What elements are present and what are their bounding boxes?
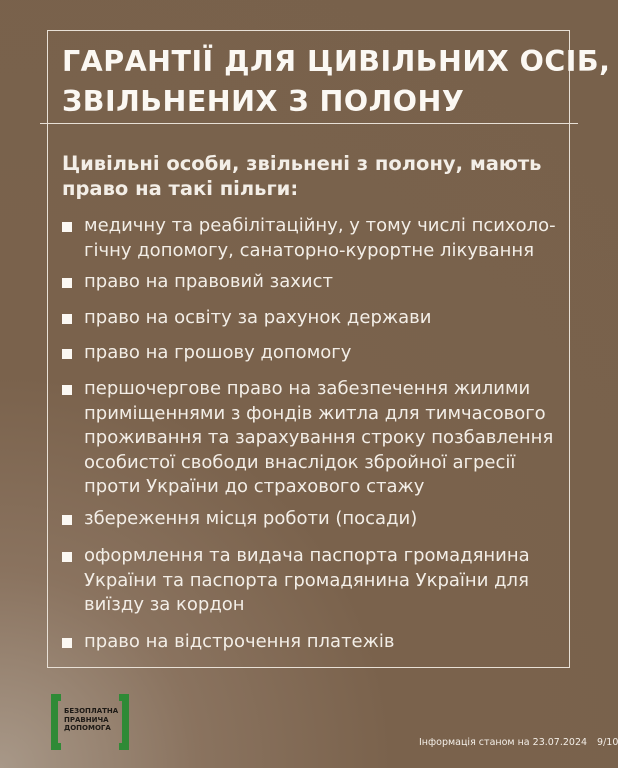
bullet-icon [62, 314, 72, 324]
list-item-line: медичну та реабілітаційну, у тому числі психоло- [84, 215, 556, 236]
list-item-line: першочергове право на забезпечення жилими [84, 378, 531, 399]
list-item [62, 306, 431, 331]
bullet-icon [62, 515, 72, 525]
info-date: Інформація станом на 23.07.2024 [419, 737, 588, 748]
intro-text [62, 151, 562, 201]
list-item-text [84, 341, 351, 366]
list-item [62, 507, 417, 532]
list-item [62, 214, 556, 263]
list-item-line: гічну допомогу, санаторно-курортне лікування [84, 239, 535, 261]
list-item-text [84, 270, 333, 295]
list-item-line: України та паспорта громадянина України для [84, 569, 529, 591]
list-item-line: приміщеннями з фондів житла для тимчасового [84, 402, 546, 424]
logo-line: ДОПОМОГА [64, 724, 111, 732]
logo-line: БЕЗОПЛАТНА [64, 707, 119, 715]
bullet-icon [62, 222, 72, 232]
list-item [62, 270, 333, 295]
bullet-icon [62, 638, 72, 648]
list-item-text [84, 507, 417, 532]
list-item-line: особистої свободи внаслідок збройної агресії [84, 451, 516, 473]
list-item-line: право на освіту за рахунок держави [84, 307, 432, 328]
title-line: ЗВІЛЬНЕНИХ З ПОЛОНУ [62, 85, 465, 118]
list-item-text [84, 214, 556, 263]
list-item [62, 544, 530, 618]
page-number: 9/10 [597, 737, 618, 748]
logo [51, 694, 129, 750]
bullet-icon [62, 385, 72, 395]
logo-bracket-left [51, 694, 61, 750]
logo-line: ПРАВНИЧА [64, 715, 109, 724]
list-item-line: право на правовий захист [84, 271, 333, 292]
logo-text [64, 707, 118, 733]
bullet-icon [62, 349, 72, 359]
title-line: ГАРАНТІЇ ДЛЯ ЦИВІЛЬНИХ ОСІБ, [62, 45, 611, 78]
intro-line: право на такі пільги: [62, 177, 299, 200]
list-item-line: проти України до страхового стажу [84, 476, 425, 497]
list-item [62, 341, 351, 366]
list-item-text [84, 306, 431, 331]
list-item-line: право на відстрочення платежів [84, 631, 395, 652]
list-item [62, 630, 394, 655]
list-item-text [84, 544, 530, 618]
list-item-line: проживання та зарахування строку позбавлення [84, 427, 554, 448]
list-item-text [84, 630, 394, 655]
bullet-icon [62, 278, 72, 288]
list-item-text [84, 377, 553, 500]
footer [419, 737, 618, 748]
page-title [62, 42, 610, 122]
list-item-line: оформлення та видача паспорта громадянина [84, 545, 530, 566]
divider [40, 123, 578, 124]
list-item-line: збереження місця роботи (посади) [84, 508, 418, 529]
list-item-line: право на грошову допомогу [84, 342, 352, 363]
list-item [62, 377, 553, 500]
intro-line: Цивільні особи, звільнені з полону, мають [62, 152, 542, 175]
bullet-icon [62, 552, 72, 562]
list-item-line: виїзду за кордон [84, 594, 245, 615]
logo-bracket-right [119, 694, 129, 750]
